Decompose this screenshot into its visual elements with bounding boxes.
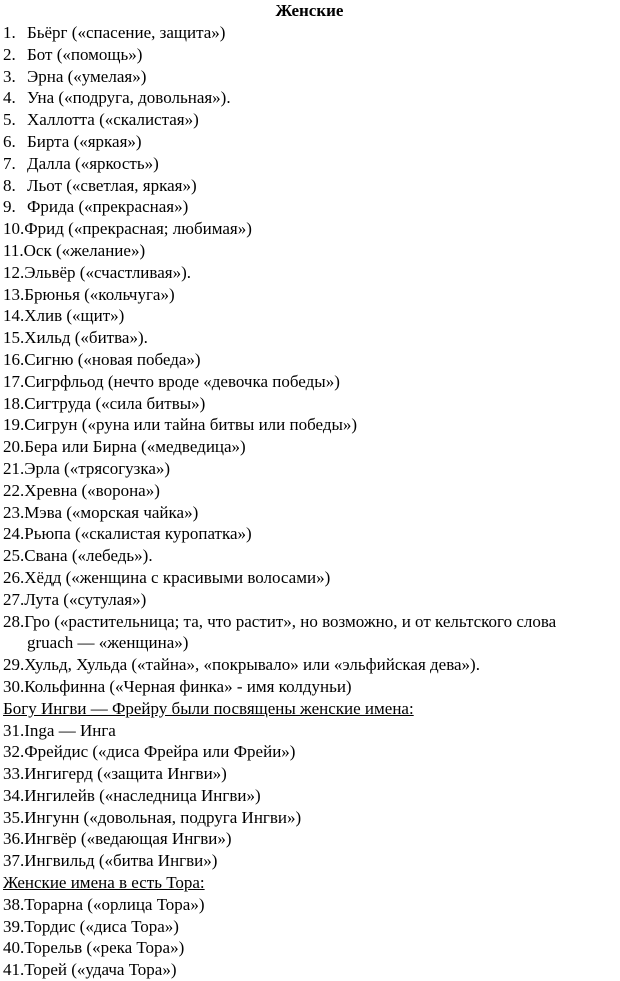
list-item	[3, 22, 616, 44]
list-item-number: 8.	[3, 175, 16, 195]
list-item-number: 7.	[3, 153, 16, 173]
list-item-text: Ингунн («довольная, подруга Ингви»)	[24, 807, 302, 827]
list-item-number: 9.	[3, 197, 16, 217]
list-item	[3, 393, 616, 415]
list-item	[3, 371, 616, 393]
list-item-number: 41.	[3, 960, 25, 980]
list-item-number: 15.	[3, 328, 25, 348]
list-item-number: 2.	[3, 44, 16, 64]
list-item-text: Ингвильд («битва Ингви»)	[24, 851, 218, 871]
list-item-number: 20.	[3, 437, 25, 457]
list-item-number: 16.	[3, 349, 25, 369]
list-item-text: Эрла («трясогузка»)	[24, 458, 171, 478]
list-item-number: 29.	[3, 655, 25, 675]
list-item-text: Сигню («новая победа»)	[24, 349, 201, 369]
list-item-text: Гро («растительница; та, что растит», но возможно, и от кельтского слова	[24, 611, 557, 631]
list-item-text: Оск («желание»)	[23, 240, 146, 260]
list-item-number: 34.	[3, 785, 25, 805]
list-item	[3, 785, 616, 807]
list-item	[3, 676, 616, 698]
list-item-number: 18.	[3, 393, 25, 413]
list-item-number: 31.	[3, 720, 25, 740]
list-item-text: Тордис («диса Тора»)	[24, 916, 179, 936]
list-item	[3, 305, 616, 327]
list-item-text: Ингвёр («ведающая Ингви»)	[24, 829, 232, 849]
list-item	[3, 284, 616, 306]
list-item-text: Хлив («щит»)	[24, 306, 125, 326]
list-item-text: Сигрун («руна или тайна битвы или победы»)	[24, 415, 358, 435]
list-item-number: 30.	[3, 676, 25, 696]
list-item-number: 32.	[3, 742, 25, 762]
list-item-number: 28.	[3, 611, 25, 631]
list-item	[3, 218, 616, 240]
list-item	[3, 502, 616, 524]
list-item	[3, 44, 616, 66]
list-item-text: Бирта («яркая»)	[27, 131, 142, 151]
list-item-number: 3.	[3, 66, 16, 86]
list-item-number: 35.	[3, 807, 25, 827]
list-item	[3, 349, 616, 371]
name-list-thor	[3, 894, 616, 981]
list-item-number: 33.	[3, 764, 25, 784]
list-item	[3, 175, 616, 197]
name-list-general	[3, 22, 616, 698]
list-item-number: 37.	[3, 851, 25, 871]
list-item	[3, 720, 616, 742]
list-item	[3, 807, 616, 829]
list-item-number: 23.	[3, 502, 25, 522]
list-item-number: 14.	[3, 306, 25, 326]
list-item	[3, 327, 616, 349]
list-item	[3, 828, 616, 850]
name-list-ingvi	[3, 720, 616, 873]
list-item-number: 26.	[3, 567, 25, 587]
list-item-text: Рьюпа («скалистая куропатка»)	[24, 524, 252, 544]
section-heading-ingvi: Богу Ингви — Фрейру были посвящены женские имена:	[3, 698, 414, 718]
list-item	[3, 916, 616, 938]
list-item-number: 38.	[3, 894, 25, 914]
list-item	[3, 458, 616, 480]
list-item	[3, 109, 616, 131]
list-item-text: Эльвёр («счастливая»).	[24, 262, 191, 282]
list-item-text: Уна («подруга, довольная»).	[27, 88, 231, 108]
list-item-text: Сигрфльод (нечто вроде «девочка победы»)	[24, 371, 340, 391]
list-item-number: 25.	[3, 546, 25, 566]
list-item-number: 21.	[3, 458, 25, 478]
list-item	[3, 589, 616, 611]
list-item-number: 13.	[3, 284, 25, 304]
list-item	[3, 894, 616, 916]
list-item-text: Брюнья («кольчуга»)	[24, 284, 175, 304]
list-item-number: 40.	[3, 938, 25, 958]
page-title: Женские	[275, 1, 344, 20]
list-item-number: 19.	[3, 415, 25, 435]
list-item-text: Сигтруда («сила битвы»)	[24, 393, 206, 413]
list-item-number: 6.	[3, 131, 16, 151]
list-item-number: 11.	[3, 240, 24, 260]
list-item	[3, 66, 616, 88]
list-item-number: 22.	[3, 480, 25, 500]
list-item	[3, 545, 616, 567]
list-item-text: Ингилейв («наследница Ингви»)	[24, 785, 261, 805]
list-item-text: Халлотта («скалистая»)	[27, 110, 199, 130]
list-item-number: 36.	[3, 829, 25, 849]
list-item	[3, 480, 616, 502]
list-item-text: Фрейдис («диса Фрейра или Фрейи»)	[24, 742, 296, 762]
list-item	[3, 436, 616, 458]
list-item-number: 4.	[3, 88, 16, 108]
list-item	[3, 959, 616, 981]
list-item-number: 17.	[3, 371, 25, 391]
list-item-text: Хульд, Хульда («тайна», «покрывало» или «эльфийская дева»).	[24, 655, 480, 675]
list-item	[3, 567, 616, 589]
list-item-text: Хёдд («женщина с красивыми волосами»)	[24, 567, 331, 587]
list-item-text: Кольфинна («Черная финка» - имя колдуньи)	[24, 676, 352, 696]
section-heading-thor: Женские имена в есть Тора:	[3, 873, 205, 893]
list-item	[3, 262, 616, 284]
list-item	[3, 741, 616, 763]
list-item-number: 10.	[3, 219, 25, 239]
list-item-number: 39.	[3, 916, 25, 936]
list-item-text: Льот («светлая, яркая»)	[27, 175, 197, 195]
list-item	[3, 196, 616, 218]
list-item-number: 5.	[3, 110, 16, 130]
list-item-number: 12.	[3, 262, 25, 282]
list-item	[3, 937, 616, 959]
list-item	[3, 240, 616, 262]
list-item	[3, 654, 616, 676]
list-item-text: Хревна («ворона»)	[24, 480, 160, 500]
list-item-number: 27.	[3, 589, 25, 609]
list-item	[3, 850, 616, 872]
list-item-text: Лута («сутулая»)	[24, 589, 147, 609]
list-item-text: Далла («яркость»)	[27, 153, 159, 173]
list-item-text: Фрида («прекрасная»)	[27, 197, 189, 217]
list-item	[3, 153, 616, 175]
list-item-text: Inga — Инга	[24, 720, 116, 740]
list-item-text: Бот («помощь»)	[27, 44, 143, 64]
list-item-text: Торарна («орлица Тора»)	[24, 894, 205, 914]
list-item-text: Торей («удача Тора»)	[24, 960, 177, 980]
list-item	[3, 87, 616, 109]
list-item-continuation: gruach — «женщина»)	[27, 633, 189, 653]
list-item	[3, 523, 616, 545]
list-item-number: 1.	[3, 23, 16, 42]
list-item	[3, 611, 616, 633]
list-item	[3, 763, 616, 785]
list-item-text: Мэва («морская чайка»)	[24, 502, 199, 522]
list-item	[3, 131, 616, 153]
list-item-text: Торельв («река Тора»)	[24, 938, 185, 958]
list-item-number: 24.	[3, 524, 25, 544]
list-item-text: Бьёрг («спасение, защита»)	[27, 23, 226, 42]
list-item-text: Свана («лебедь»).	[24, 546, 153, 566]
list-item-text: Ингигерд («защита Ингви»)	[24, 764, 227, 784]
list-item-text: Эрна («умелая»)	[27, 66, 147, 86]
list-item-text: Фрид («прекрасная; любимая»)	[24, 219, 252, 239]
list-item	[3, 414, 616, 436]
list-item-text: Бера или Бирна («медведица»)	[24, 437, 246, 457]
list-item-text: Хильд («битва»).	[24, 328, 148, 348]
